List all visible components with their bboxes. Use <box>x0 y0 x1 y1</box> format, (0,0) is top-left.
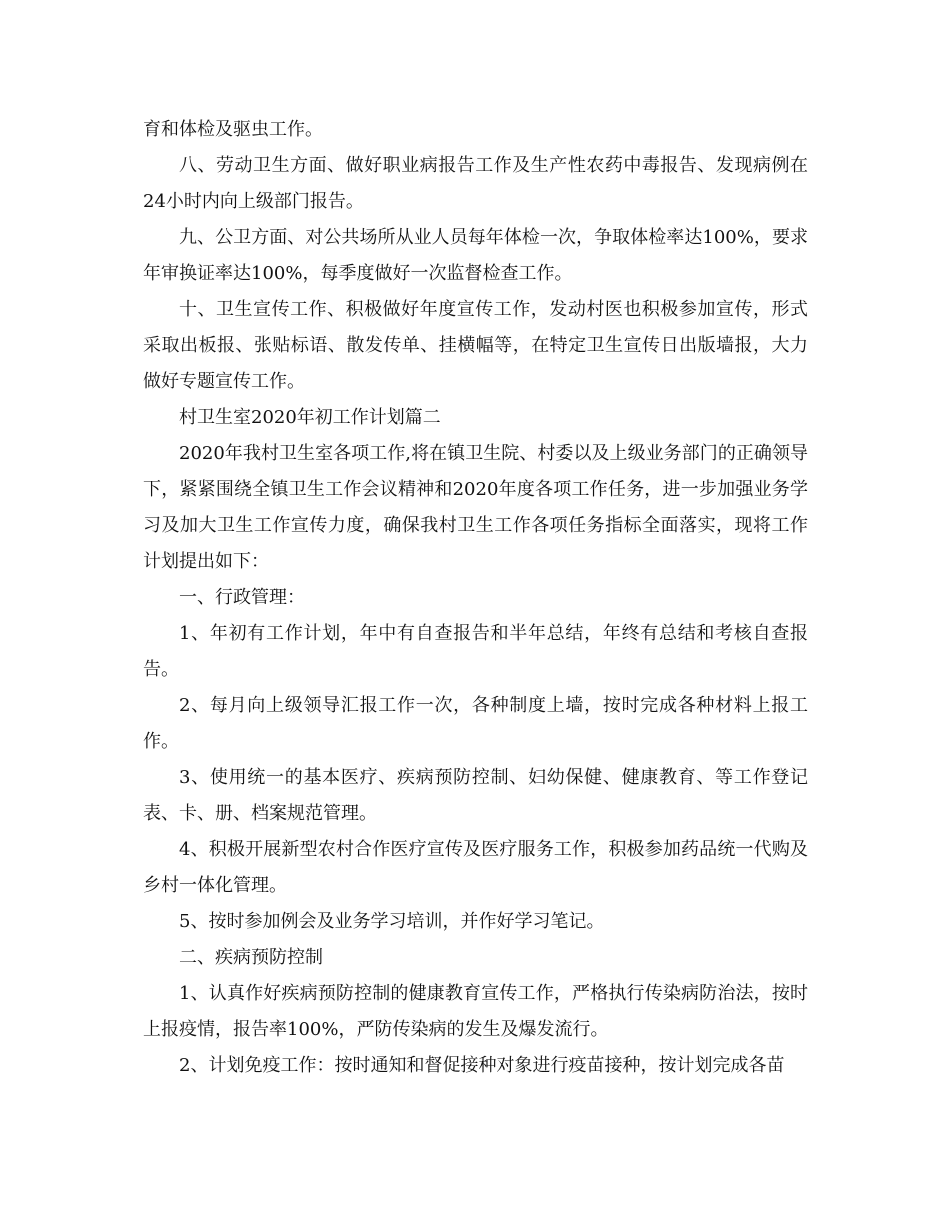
intro-paragraph: 2020年我村卫生室各项工作,将在镇卫生院、村委以及上级业务部门的正确领导下，紧紧围绕全镇卫生工作会议精神和2020年度各项工作任务，进一步加强业务学习及加大卫生工作宣传力度，确保我村卫生工作各项任务指标全面落实，现将工作计划提出如下： <box>143 443 808 572</box>
list-item: 5、按时参加例会及业务学习培训，并作好学习笔记。 <box>179 911 605 932</box>
heading-administration: 一、行政管理： <box>179 587 305 608</box>
list-item: 2、每月向上级领导汇报工作一次，各种制度上墙，按时完成各种材料上报工作。 <box>143 695 808 752</box>
section-title: 村卫生室2020年初工作计划篇二 <box>179 407 441 428</box>
list-item: 4、积极开展新型农村合作医疗宣传及医疗服务工作，积极参加药品统一代购及乡村一体化管理。 <box>143 839 808 896</box>
list-item: 1、认真作好疾病预防控制的健康教育宣传工作，严格执行传染病防治法，按时上报疫情，报告率100%，严防传染病的发生及爆发流行。 <box>143 983 808 1040</box>
list-item: 1、年初有工作计划，年中有自查报告和半年总结，年终有总结和考核自查报告。 <box>143 623 808 680</box>
document-body <box>143 112 808 1084</box>
paragraph-item-10: 十、卫生宣传工作、积极做好年度宣传工作，发动村医也积极参加宣传，形式采取出板报、张贴标语、散发传单、挂横幅等，在特定卫生宣传日出版墙报，大力做好专题宣传工作。 <box>143 299 808 392</box>
paragraph-continuation: 育和体检及驱虫工作。 <box>143 119 323 140</box>
paragraph-item-8: 八、劳动卫生方面、做好职业病报告工作及生产性农药中毒报告、发现病例在24小时内向上级部门报告。 <box>143 155 808 212</box>
list-item: 3、使用统一的基本医疗、疾病预防控制、妇幼保健、健康教育、等工作登记表、卡、册、档案规范管理。 <box>143 767 808 824</box>
list-item: 2、计划免疫工作：按时通知和督促接种对象进行疫苗接种，按计划完成各苗 <box>179 1055 785 1076</box>
heading-disease-control: 二、疾病预防控制 <box>179 947 323 968</box>
paragraph-item-9: 九、公卫方面、对公共场所从业人员每年体检一次，争取体检率达100%，要求年审换证率达100%，每季度做好一次监督检查工作。 <box>143 227 808 284</box>
